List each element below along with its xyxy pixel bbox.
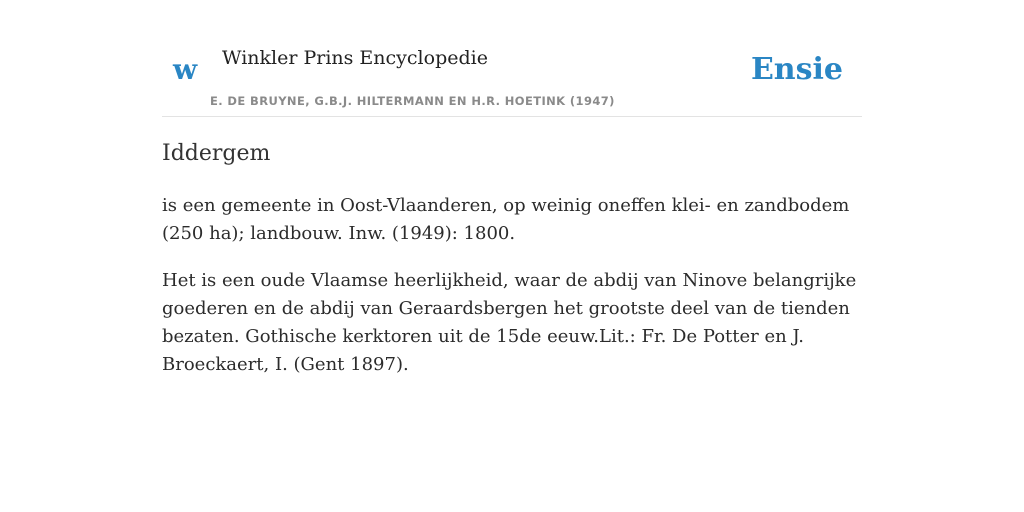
encyclopedia-logo-icon[interactable]: w bbox=[173, 53, 198, 86]
encyclopedia-header bbox=[162, 0, 862, 117]
ensie-logo-link[interactable]: Ensie bbox=[750, 52, 843, 87]
article-content bbox=[162, 136, 862, 398]
encyclopedia-authors: E. DE BRUYNE, G.B.J. HILTERMANN EN H.R. HOETINK (1947) bbox=[210, 94, 615, 108]
encyclopedia-title[interactable]: Winkler Prins Encyclopedie bbox=[222, 47, 488, 69]
article-title: Iddergem bbox=[162, 141, 271, 166]
article-paragraph: is een gemeente in Oost-Vlaanderen, op weinig oneffen klei- en zandbodem (250 ha); landbouw. Inw. (1949): 1800. bbox=[162, 195, 850, 244]
article-paragraph: Het is een oude Vlaamse heerlijkheid, waar de abdij van Ninove belangrijke goederen en de abdij van Geraardsbergen het grootste deel van de tienden bezaten. Gothische kerktoren uit de 15de eeuw.Lit.: Fr. De Potter en J. Broeckaert, I. (Gent 1897). bbox=[162, 270, 857, 375]
